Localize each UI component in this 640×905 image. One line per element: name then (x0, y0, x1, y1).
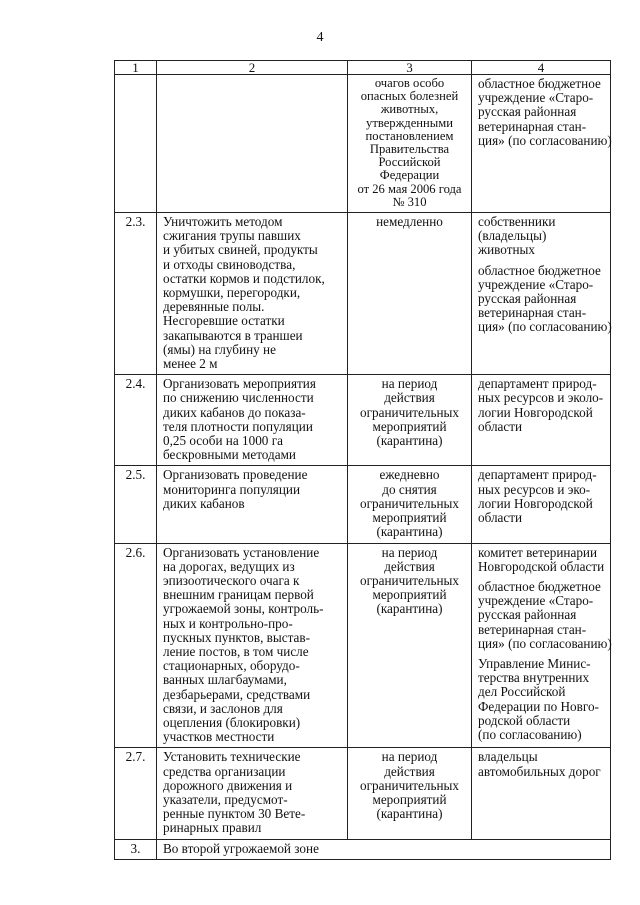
column-header-term: 3 (348, 61, 472, 75)
measure-cell (157, 213, 348, 375)
responsible-line: ветеринарная стан- (478, 118, 587, 134)
measure-line: Уничтожить методом (163, 214, 283, 230)
term-line: ограничительных (360, 572, 459, 588)
measures-table (114, 60, 611, 860)
measure-line: остатки кормов и подстилок, (163, 270, 325, 286)
measure-line: менее 2 м (163, 356, 218, 372)
measures-table-body (115, 61, 611, 860)
row-number: 2.6. (115, 543, 157, 748)
term-cell (348, 375, 472, 466)
responsible-line: автомобильных дорог (478, 763, 601, 779)
term-line: постановлением (365, 128, 454, 143)
term-line: действия (384, 763, 435, 779)
term-line: (карантина) (376, 806, 443, 822)
term-line: на период (381, 376, 438, 392)
responsible-line: русская районная (478, 291, 577, 307)
responsible-line: русская районная (478, 104, 577, 120)
measure-line: внешним границам первой (163, 587, 314, 603)
measure-line: мониторинга популяции (163, 481, 301, 497)
responsible-line: ветеринарная стан- (478, 305, 587, 321)
term-line: на период (381, 749, 438, 765)
responsible-entry (478, 262, 612, 335)
table-row (115, 466, 611, 543)
measure-line: пускных пунктов, выстав- (163, 629, 311, 645)
row-number: 2.4. (115, 375, 157, 466)
row-number (115, 75, 157, 213)
responsible-line: ция» (по согласованию) (478, 132, 612, 148)
measure-line: закапываются в траншеи (163, 327, 303, 343)
responsible-line: областное бюджетное (478, 578, 601, 594)
responsible-entry (478, 468, 606, 525)
term-cell (348, 213, 472, 375)
term-line: на период (381, 544, 438, 560)
measure-line: кормушки, перегородки, (163, 285, 301, 301)
measure-line: участков местности (163, 729, 275, 745)
measure-line: дорожного движения и (163, 777, 293, 793)
term-line: от 26 мая 2006 года (357, 181, 462, 196)
measure-cell (157, 748, 348, 839)
responsible-line: логии Новгородской (478, 495, 593, 511)
responsible-line: родской области (478, 712, 571, 728)
responsible-cell (472, 75, 611, 213)
term-line: ограничительных (360, 777, 459, 793)
column-header-measure: 2 (157, 61, 348, 75)
responsible-cell (472, 213, 611, 375)
measure-line: сжигания трупы павших (163, 228, 301, 244)
measure-line: ренные пунктом 30 Вете- (163, 806, 306, 822)
term-line: мероприятий (372, 418, 447, 434)
measure-line: Организовать мероприятия (163, 376, 316, 392)
measure-line: деревянные полы. (163, 299, 265, 315)
term-line: Российской (378, 155, 441, 170)
term-line: животных, (380, 102, 439, 117)
responsible-entry (478, 657, 606, 742)
responsible-line: области (478, 510, 523, 526)
table-row (115, 543, 611, 748)
term-line: действия (384, 390, 435, 406)
measure-cell (157, 466, 348, 543)
responsible-line: ных ресурсов и эколо- (478, 390, 604, 406)
responsible-line: ветеринарная стан- (478, 621, 587, 637)
column-header-num: 1 (115, 61, 157, 75)
responsible-cell (472, 543, 611, 748)
measure-line: угрожаемой зоны, контроль- (163, 601, 324, 617)
measure-line: диких кабанов до показа- (163, 404, 306, 420)
responsible-entry (478, 546, 606, 574)
term-line: ограничительных (360, 404, 459, 420)
term-line: Федерации (379, 168, 440, 183)
responsible-line: Новгородской области (478, 558, 605, 574)
table-row (115, 75, 611, 213)
measure-line: ванных шлагбаумами, (163, 672, 287, 688)
measure-line: (ямы) на глубину не (163, 341, 276, 357)
measure-line: связи, и заслонов для (163, 700, 283, 716)
term-line: (карантина) (376, 524, 443, 540)
table-row (115, 748, 611, 839)
responsible-line: терства внутренних (478, 670, 590, 686)
measure-line: и отходы свиноводства, (163, 256, 296, 272)
responsible-entry (478, 750, 606, 778)
responsible-line: областное бюджетное (478, 76, 601, 91)
measure-line: указатели, предусмот- (163, 791, 288, 807)
term-line: ежедневно (379, 467, 440, 483)
term-cell (348, 75, 472, 213)
measure-line: ринарных правил (163, 820, 262, 836)
responsible-line: Управление Минис- (478, 655, 591, 671)
page-number: 4 (316, 30, 324, 45)
row-number: 3. (115, 839, 157, 859)
responsible-line: учреждение «Старо- (478, 276, 594, 292)
responsible-line: департамент природ- (478, 376, 597, 392)
term-line: действия (384, 558, 435, 574)
responsible-line: дел Российской (478, 684, 566, 700)
measure-line: диких кабанов (163, 495, 245, 511)
responsible-cell (472, 375, 611, 466)
term-line: утвержденными (366, 115, 453, 130)
column-header-row (115, 61, 611, 75)
term-cell (348, 543, 472, 748)
section-title: Во второй угрожаемой зоне (157, 839, 611, 859)
section-row (115, 839, 611, 859)
measure-line: теля плотности популяции (163, 418, 313, 434)
responsible-line: владельцы (478, 749, 538, 765)
term-line: мероприятий (372, 791, 447, 807)
term-line: немедленно (376, 214, 443, 230)
term-line: мероприятий (372, 510, 447, 526)
measure-line: дезбарьерами, средствами (163, 686, 311, 702)
measure-line: Организовать проведение (163, 467, 308, 483)
responsible-entry (478, 215, 606, 258)
responsible-line: области (478, 418, 523, 434)
row-number: 2.3. (115, 213, 157, 375)
row-number: 2.5. (115, 466, 157, 543)
responsible-entry (478, 578, 612, 651)
responsible-line: учреждение «Старо- (478, 593, 594, 609)
term-line: Правительства (369, 142, 450, 157)
responsible-line: комитет ветеринарии (478, 544, 598, 560)
measure-line: Установить технические (163, 749, 301, 765)
responsible-line: ных ресурсов и эко- (478, 481, 591, 497)
measure-line: по снижению численности (163, 390, 314, 406)
term-cell (348, 466, 472, 543)
responsible-cell (472, 748, 611, 839)
measure-line: Организовать установление (163, 544, 320, 560)
term-line: до снятия (382, 481, 437, 497)
measure-line: оцепления (блокировки) (163, 714, 301, 730)
responsible-entry (478, 377, 606, 434)
table-row (115, 213, 611, 375)
measure-line: средства организации (163, 763, 286, 779)
measure-line: эпизоотического очага к (163, 572, 300, 588)
responsible-line: (владельцы) (478, 228, 547, 244)
term-line: мероприятий (372, 587, 447, 603)
measure-cell (157, 543, 348, 748)
measure-line: Несгоревшие остатки (163, 313, 285, 329)
measure-line: ление постов, в том числе (163, 643, 309, 659)
responsible-line: (по согласованию) (478, 726, 582, 742)
measure-line: стационарных, оборудо- (163, 658, 300, 674)
term-line: ограничительных (360, 495, 459, 511)
responsible-line: логии Новгородской (478, 404, 593, 420)
term-line: опасных болезней (360, 89, 459, 104)
term-line: (карантина) (376, 601, 443, 617)
term-cell (348, 748, 472, 839)
responsible-line: собственники (478, 214, 556, 230)
responsible-line: русская районная (478, 607, 577, 623)
row-number: 2.7. (115, 748, 157, 839)
responsible-cell (472, 466, 611, 543)
measure-cell (157, 75, 348, 213)
measure-line: ных и контрольно-про- (163, 615, 293, 631)
responsible-line: животных (478, 242, 535, 258)
column-header-responsible: 4 (472, 61, 611, 75)
term-line: № 310 (392, 194, 427, 209)
responsible-line: ция» (по согласованию) (478, 635, 612, 651)
table-row (115, 375, 611, 466)
measure-cell (157, 375, 348, 466)
measure-line: и убитых свиней, продукты (163, 242, 318, 258)
measure-line: 0,25 особи на 1000 га (163, 433, 283, 449)
term-line: очагов особо (374, 76, 445, 90)
measure-line: бескровными методами (163, 447, 296, 463)
term-line: (карантина) (376, 433, 443, 449)
responsible-line: областное бюджетное (478, 262, 601, 278)
responsible-line: Федерации по Новго- (478, 698, 599, 714)
responsible-entry (478, 76, 612, 148)
responsible-line: учреждение «Старо- (478, 90, 594, 106)
measure-line: на дорогах, ведущих из (163, 558, 295, 574)
responsible-line: департамент природ- (478, 467, 597, 483)
responsible-line: ция» (по согласованию) (478, 319, 612, 335)
